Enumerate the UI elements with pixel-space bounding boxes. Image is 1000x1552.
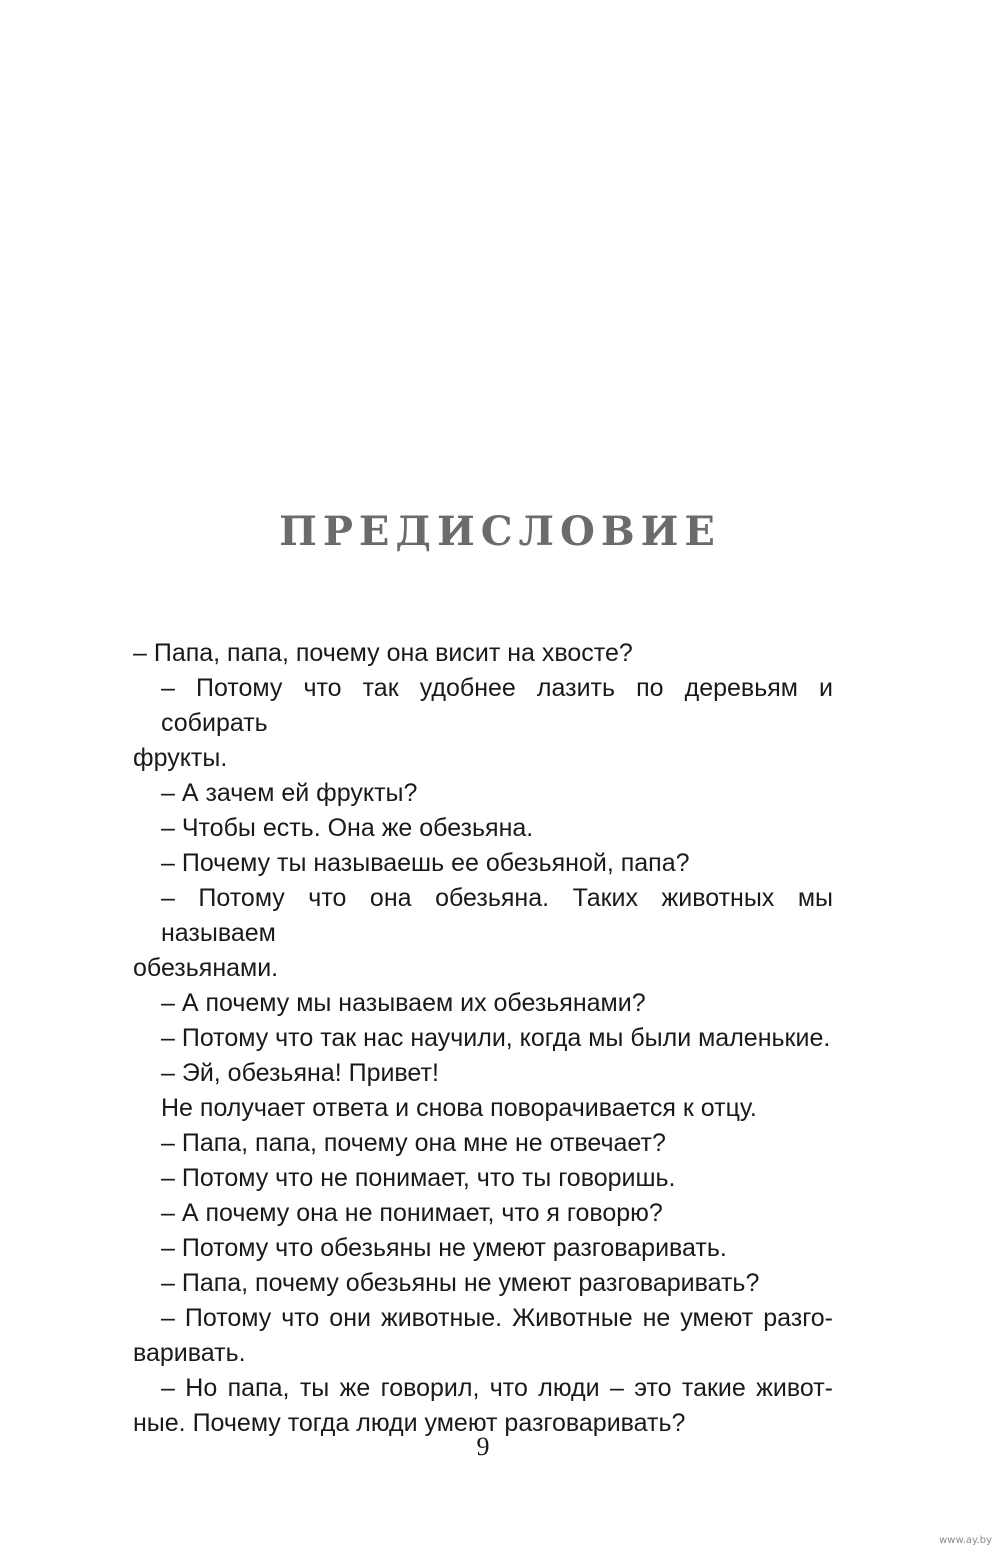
text-line: фрукты.	[133, 744, 228, 772]
text-line: обезьянами.	[133, 954, 279, 982]
text-line: – Потому что они животные. Животные не умеют разго-	[161, 1304, 833, 1332]
text-line: – Чтобы есть. Она же обезьяна.	[161, 814, 534, 842]
chapter-heading: ПРЕДИСЛОВИЕ	[279, 508, 721, 555]
text-line: – А зачем ей фрукты?	[161, 779, 418, 807]
page-number: 9	[476, 1432, 490, 1461]
text-line: – Эй, обезьяна! Привет!	[161, 1059, 439, 1087]
text-line: ные. Почему тогда люди умеют разговаривать?	[133, 1409, 686, 1437]
text-line: Не получает ответа и снова поворачивается к отцу.	[161, 1094, 757, 1122]
text-line: – Папа, папа, почему она висит на хвосте?	[133, 639, 633, 667]
text-line: – Почему ты называешь ее обезьяной, папа?	[161, 849, 690, 877]
body-text	[133, 636, 833, 1441]
text-line: – А почему она не понимает, что я говорю?	[161, 1199, 663, 1227]
watermark: www.ay.by	[939, 1535, 992, 1546]
text-line: – Потому что так нас научили, когда мы были маленькие.	[161, 1024, 831, 1052]
text-line: – Потому что обезьяны не умеют разговаривать.	[161, 1234, 727, 1262]
text-line: – А почему мы называем их обезьянами?	[161, 989, 646, 1017]
text-line: – Папа, папа, почему она мне не отвечает?	[161, 1129, 666, 1157]
text-line: – Потому что она обезьяна. Таких животных мы называем	[161, 884, 833, 947]
text-line: варивать.	[133, 1339, 246, 1367]
text-line: – Но папа, ты же говорил, что люди – это такие живот-	[161, 1374, 833, 1402]
text-line: – Потому что так удобнее лазить по деревьям и собирать	[161, 674, 833, 737]
text-line: – Папа, почему обезьяны не умеют разговаривать?	[161, 1269, 760, 1297]
text-line: – Потому что не понимает, что ты говоришь.	[161, 1164, 676, 1192]
